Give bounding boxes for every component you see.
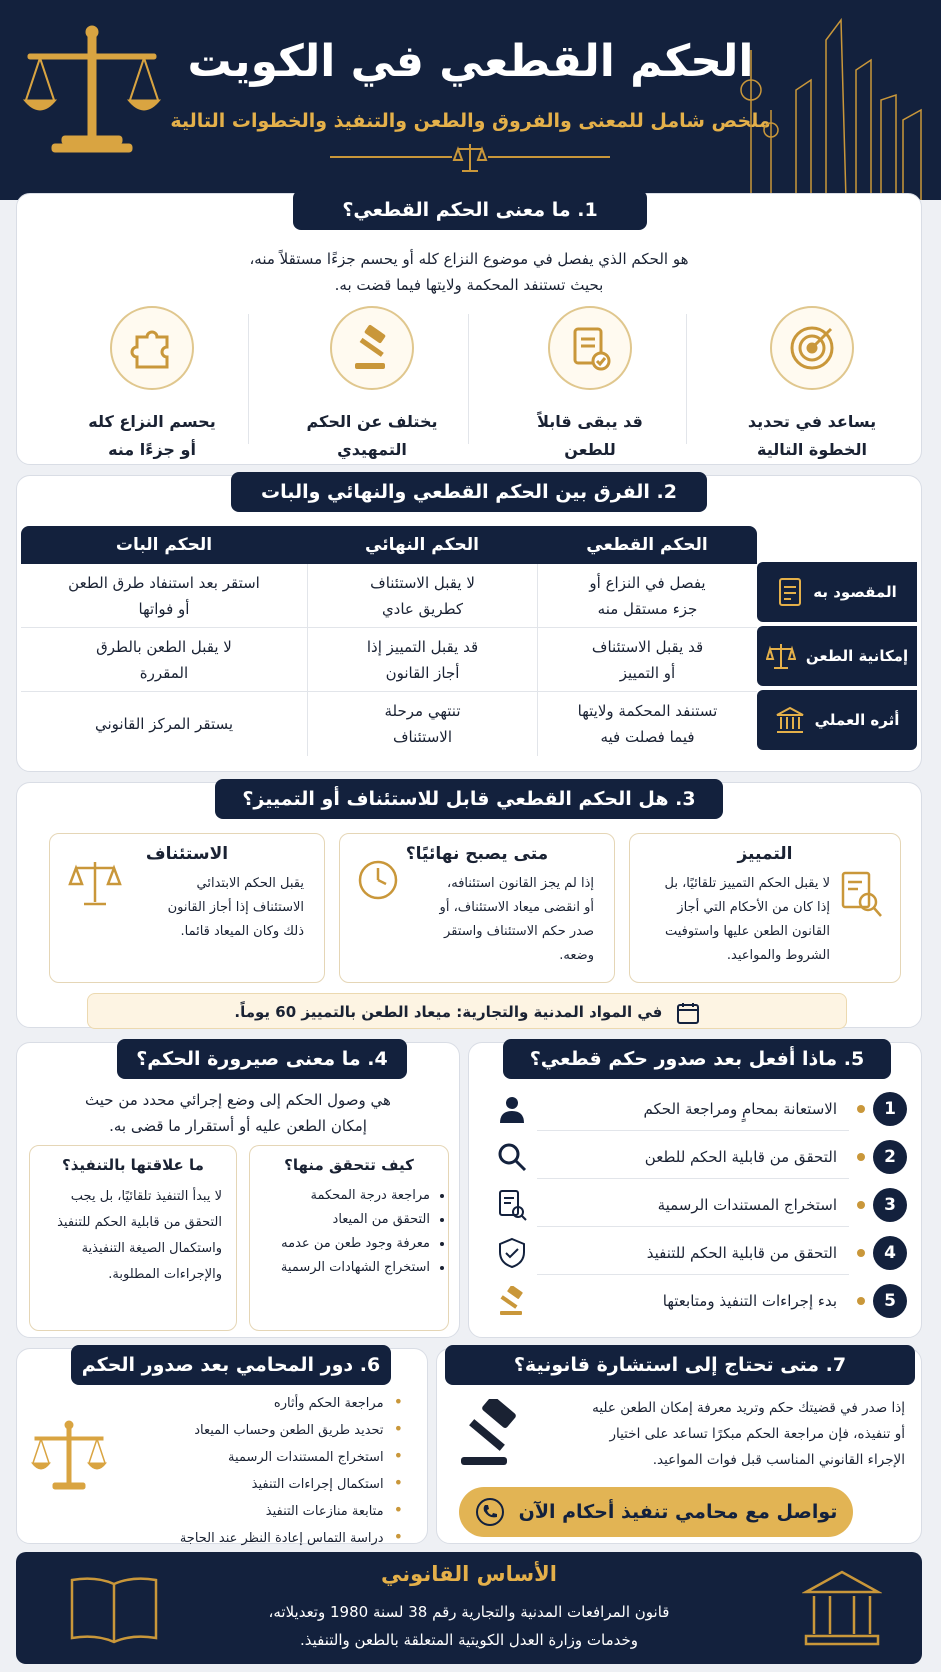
section-title: 6. دور المحامي بعد صدور الحكم bbox=[71, 1345, 391, 1385]
step-number: 2 bbox=[873, 1140, 907, 1174]
book-icon bbox=[66, 1574, 162, 1646]
step-item bbox=[487, 1183, 907, 1227]
box-heading: متى يصبح نهائيًا؟ bbox=[405, 844, 549, 864]
page-title: الحكم القطعي في الكويت bbox=[187, 36, 754, 87]
consultation-text: إذا صدر في قضيتك حكم وتريد معرفة إمكان الطعن عليه أو تنفيذه، فإن مراجعة الحكم مبكرًا تساعد على اختيار الإجراء القانوني المناسب قبل فوات المواعيد. bbox=[592, 1400, 905, 1468]
gavel-icon bbox=[457, 1399, 531, 1469]
step-text: الاستعانة بمحامٍ ومراجعة الحكم bbox=[537, 1087, 849, 1131]
lawyer-role-list bbox=[180, 1389, 403, 1551]
magnifier-icon bbox=[487, 1142, 537, 1172]
col-header: الحكم القطعي bbox=[537, 526, 757, 564]
page-subtitle: ملخص شامل للمعنى والفروق والطعن والتنفيذ والخطوات التالية bbox=[170, 110, 771, 132]
section-status bbox=[16, 1042, 460, 1338]
subsection-heading: كيف تتحقق منها؟ bbox=[284, 1156, 414, 1174]
table-cell: لا يقبل الطعن بالطرق المقررة bbox=[21, 628, 307, 692]
section-lawyer-role bbox=[16, 1348, 428, 1544]
list-item: • التحقق من الميعاد bbox=[260, 1208, 430, 1232]
relation-to-execution bbox=[29, 1145, 237, 1331]
search-doc-icon bbox=[840, 870, 884, 920]
step-number: 1 bbox=[873, 1092, 907, 1126]
step-number: 4 bbox=[873, 1236, 907, 1270]
table-cell: قد يقبل الاستئناف أو التمييز bbox=[537, 628, 757, 692]
feature-label: يختلف عن الحكم bbox=[306, 412, 438, 431]
list-item: • مراجعة درجة المحكمة bbox=[260, 1184, 430, 1208]
deadline-note bbox=[87, 993, 847, 1029]
table-cell: قد يقبل التمييز إذا أجاز القانون bbox=[307, 628, 537, 692]
row-label-text: أثره العملي bbox=[814, 711, 900, 729]
cta-label: تواصل مع محامي تنفيذ أحكام الآن bbox=[518, 1501, 838, 1523]
feature-appealable bbox=[485, 306, 695, 464]
list-item: • تحديد طريق الطعن وحساب الميعاد bbox=[180, 1416, 403, 1443]
list-item: • استكمال إجراءات التنفيذ bbox=[180, 1470, 403, 1497]
list-item: • متابعة منازعات التنفيذ bbox=[180, 1497, 403, 1524]
gavel-icon bbox=[487, 1286, 537, 1316]
document-icon bbox=[777, 577, 803, 607]
section-title: 5. ماذا أفعل بعد صدور حكم قطعي؟ bbox=[503, 1039, 891, 1079]
how-to-verify bbox=[249, 1145, 449, 1331]
section-appeal bbox=[16, 782, 922, 1028]
feature-differs bbox=[267, 306, 477, 464]
table-cell: تنتهي مرحلة الاستئناف bbox=[307, 692, 537, 756]
step-number: 5 bbox=[873, 1284, 907, 1318]
row-label-text: المقصود به bbox=[813, 583, 897, 601]
feature-label: للطعن bbox=[564, 440, 616, 459]
scale-icon bbox=[68, 858, 122, 908]
step-item bbox=[487, 1231, 907, 1275]
lawyer-icon bbox=[487, 1094, 537, 1124]
section-title: 2. الفرق بين الحكم القطعي والنهائي والبات bbox=[231, 472, 707, 512]
puzzle-icon bbox=[110, 306, 194, 390]
gavel-icon bbox=[330, 306, 414, 390]
step-item bbox=[487, 1087, 907, 1131]
box-cassation: التمييز لا يقبل الحكم التمييز تلقائيًا، بل إذا كان من الأحكام التي أجاز القانون الطعن عليها واستوفيت الشروط والمواعيد. bbox=[629, 833, 901, 983]
col-header: الحكم البات bbox=[21, 526, 307, 564]
step-item bbox=[487, 1279, 907, 1323]
phone-icon bbox=[475, 1497, 505, 1527]
box-heading: الاستئناف bbox=[145, 844, 229, 864]
definition-line-2: بحيث تستنفد المحكمة ولايتها فيما قضت به. bbox=[334, 276, 604, 294]
contact-lawyer-button[interactable] bbox=[459, 1487, 853, 1537]
row-label bbox=[757, 562, 917, 622]
deadline-note-text: في المواد المدنية والتجارية: ميعاد الطعن بالتمييز 60 يوماً. bbox=[234, 1003, 663, 1021]
table-cell: يستقر المركز القانوني bbox=[94, 715, 234, 733]
step-item bbox=[487, 1135, 907, 1179]
feature-label: التمهيدي bbox=[337, 440, 407, 459]
section-title: 1. ما معنى الحكم القطعي؟ bbox=[293, 190, 647, 230]
list-item: • دراسة التماس إعادة النظر عند الحاجة bbox=[180, 1524, 403, 1551]
court-icon bbox=[775, 705, 805, 735]
row-label-text: إمكانية الطعن bbox=[805, 647, 909, 665]
table-cell: لا يقبل الاستئناف كطريق عادي bbox=[307, 564, 537, 628]
feature-label: قد يبقى قابلاً bbox=[537, 412, 643, 431]
document-search-icon bbox=[487, 1189, 537, 1221]
subsection-heading: ما علاقتها بالتنفيذ؟ bbox=[62, 1156, 204, 1174]
section-title: 4. ما معنى صيرورة الحكم؟ bbox=[117, 1039, 407, 1079]
box-final: متى يصبح نهائيًا؟ إذا لم يجز القانون استئنافه، أو انقضى ميعاد الاستئناف، أو صدر حكم الاستئناف واستقر وضعه. bbox=[339, 833, 615, 983]
legal-basis-text: قانون المرافعات المدنية والتجارية رقم 38 لسنة 1980 وتعديلاته، وخدمات وزارة العدل الكويتية المتعلقة بالطعن والتنفيذ. bbox=[268, 1603, 670, 1649]
section-title: 7. متى تحتاج إلى استشارة قانونية؟ bbox=[445, 1345, 915, 1385]
row-label bbox=[757, 690, 917, 750]
row-label bbox=[757, 626, 917, 686]
box-heading: التمييز bbox=[737, 844, 793, 864]
definition-line-1: هو الحكم الذي يفصل في موضوع النزاع كله أو يحسم جزءًا مستقلاً منه، bbox=[249, 250, 689, 268]
section-next-steps bbox=[468, 1042, 922, 1338]
list-item: • استخراج المستندات الرسمية bbox=[180, 1443, 403, 1470]
legal-basis bbox=[16, 1552, 922, 1664]
step-text: التحقق من قابلية الحكم للتنفيذ bbox=[537, 1231, 849, 1275]
feature-next-step bbox=[707, 306, 917, 464]
skyline-icon bbox=[731, 10, 931, 200]
section-title: 3. هل الحكم القطعي قابل للاستئناف أو التمييز؟ bbox=[215, 779, 723, 819]
section-consultation bbox=[436, 1348, 922, 1544]
courthouse-icon bbox=[802, 1568, 882, 1650]
box-appeal: الاستئناف يقبل الحكم الابتدائي الاستئناف إذا أجاز القانون ذلك وكان الميعاد قائما. bbox=[49, 833, 325, 983]
section-definition bbox=[16, 193, 922, 465]
feature-label: يساعد في تحديد bbox=[747, 412, 877, 431]
feature-label: يحسم النزاع كله bbox=[88, 412, 216, 431]
document-check-icon bbox=[548, 306, 632, 390]
table-cell: تستنفد المحكمة ولايتها فيما فصلت فيه bbox=[537, 692, 757, 756]
shield-check-icon bbox=[487, 1237, 537, 1269]
step-text: التحقق من قابلية الحكم للطعن bbox=[537, 1135, 849, 1179]
step-number: 3 bbox=[873, 1188, 907, 1222]
list-item: • استخراج الشهادات الرسمية bbox=[260, 1256, 430, 1280]
section-comparison bbox=[16, 475, 922, 772]
target-icon bbox=[770, 306, 854, 390]
col-header: الحكم النهائي bbox=[307, 526, 537, 564]
definition-text bbox=[17, 246, 921, 298]
table-cell: استقر بعد استنفاد طرق الطعن أو فواتها bbox=[21, 564, 307, 628]
calendar-icon bbox=[676, 1001, 700, 1025]
legal-basis-title: الأساس القانوني bbox=[381, 1562, 557, 1586]
scale-icon bbox=[31, 1419, 107, 1495]
step-text: استخراج المستندات الرسمية bbox=[537, 1183, 849, 1227]
small-scale-icon bbox=[452, 140, 488, 176]
scale-icon bbox=[766, 641, 796, 671]
step-text: بدء إجراءات التنفيذ ومتابعتها bbox=[662, 1292, 837, 1310]
header bbox=[0, 0, 941, 200]
feature-label: أو جزءًا منه bbox=[108, 440, 196, 459]
feature-label: الخطوة التالية bbox=[757, 440, 867, 459]
feature-resolves bbox=[47, 306, 257, 464]
subsection-text: لا يبدأ التنفيذ تلقائيًا، بل يجب التحقق من قابلية الحكم للتنفيذ واستكمال الصيغة التنفيذية والإجراءات المطلوبة. bbox=[57, 1189, 222, 1282]
list-item: • معرفة وجود طعن من عدمه bbox=[260, 1232, 430, 1256]
status-definition: هي وصول الحكم إلى وضع إجرائي محدد من حيث إمكان الطعن عليه أو أستقرار ما قضى به. bbox=[85, 1091, 391, 1135]
list-item: • مراجعة الحكم وأثاره bbox=[180, 1389, 403, 1416]
table-cell: يفصل في النزاع أو جزء مستقل منه bbox=[537, 564, 757, 628]
clock-icon bbox=[356, 858, 400, 902]
